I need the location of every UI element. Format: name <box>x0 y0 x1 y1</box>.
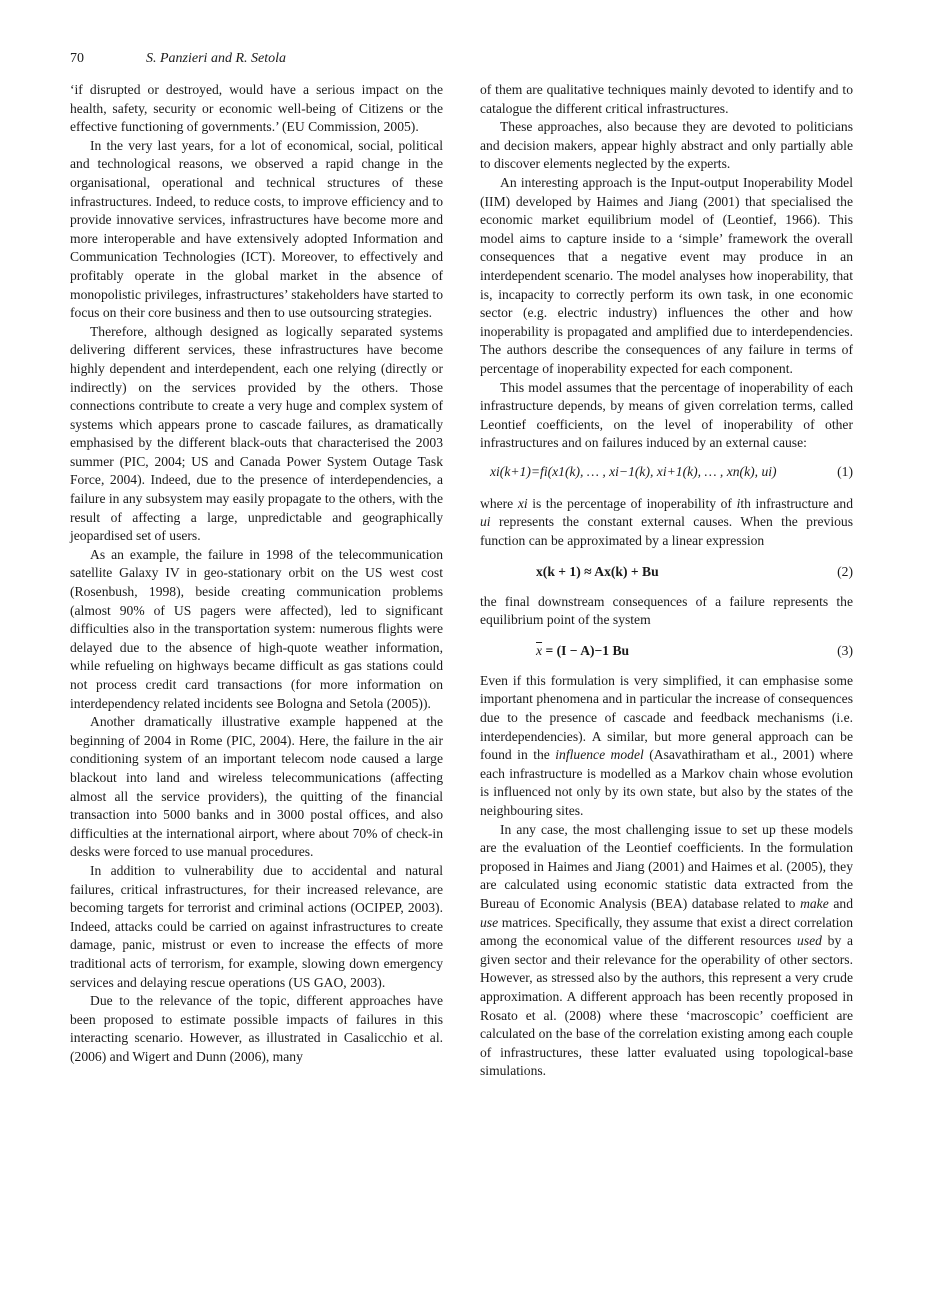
equation-3-number: (3) <box>837 642 853 658</box>
paragraph: This model assumes that the percentage of inoperability of each infrastructure depends, by means of given correlation terms, called Leontief coefficients, on the level of inoperability of other infrastructures and on failures induced by an external cause: <box>480 379 853 451</box>
paragraph: An interesting approach is the Input-output Inoperability Model (IIM) developed by Haimes and Jiang (2001) that specialised the economic market equilibrium model of (Leontief, 1966). This model aims to capture inside to a ‘simple’ framework the overall consequences that a negative event may produce in an interdependent scenario. The model analyses how inoperability, that is, incapacity to correctly perform its own task, in one economic sector (e.g. electric industry) influences the other and how inoperability is propagated and amplified due to interdependencies. The authors describe the consequences of any failure in terms of percentage of inoperability expected for each component. <box>480 174 853 376</box>
equation-1 <box>480 461 853 483</box>
paragraph: where xi is the percentage of inoperability of ith infrastructure and ui represents the constant external causes. When the previous function can be approximated by a linear expression <box>480 495 854 549</box>
equation-2-number: (2) <box>837 563 853 579</box>
equation-2 <box>480 561 853 583</box>
paragraph: As an example, the failure in 1998 of the telecommunication satellite Galaxy IV in geo-stationary orbit on the US west cost (Rosenbush, 1998), beside creating communication problems (almost 90% of US pagers were affected), led to significant difficulties also in the transportation system: numerous flights were delayed due to the absence of high-quote weather information, while refueling on highways became difficult as gas stations could not process credit card transactions (for more information on interdependency related incidents see Bologna and Setola (2005)). <box>70 546 443 711</box>
equation-3-body: $\overline{x} = (I - A)-1$ Bu <box>536 642 630 658</box>
paragraph: In the very last years, for a lot of economical, social, political and technological reasons, we observed a rapid change in the organisational, operational and technical structures of these infrastructures. Indeed, to reduce costs, to improve efficiency and to provide innovative services, infrastructures have become more and more interoperable and have extensively adopted Information and Communication Technologies (ICT). Moreover, to effectively and profitably operate in the global market in the absence of monopolistic privileges, infrastructures’ stakeholders have started to focus on their core business and then to use outsourcing strategies. <box>70 137 443 321</box>
paragraph: In any case, the most challenging issue to set up these models are the evaluation of the Leontief coefficients. In the formulation proposed in Haimes and Jiang (2001) and Haimes et al. (2005), they are calculated using economic statistic data extracted from the Bureau of Economic Analysis (BEA) database related to make and use matrices. Specifically, they assume that exist a direct correlation among the economical value of the different resources used by a given sector and their relevance for the operability of other sectors. However, as stressed also by the authors, this represent a very crude approximation. A different approach has been recently proposed in Rosato et al. (2008) where these ‘macroscopic’ coefficient are calculated on the base of the correlation existing among each couple of infrastructures, these latter evaluated using topological-base simulations. <box>480 821 853 1079</box>
right-column <box>480 81 853 1081</box>
left-column <box>70 81 443 1066</box>
paragraph: of them are qualitative techniques mainly devoted to identify and to catalogue the different critical infrastructures. <box>480 82 853 116</box>
equation-1-body: xi(k+1)=fi(x1(k), … , xi−1(k), xi+1(k), … , xn(k), ui) <box>490 463 777 479</box>
equation-1-number: (1) <box>837 463 853 479</box>
equation-3 <box>480 640 853 662</box>
paragraph: ‘if disrupted or destroyed, would have a serious impact on the health, safety, security or economic well-being of Citizens or the effective functioning of governments.’ (EU Commission, 2005). <box>70 82 443 135</box>
paragraph: the final downstream consequences of a failure represents the equilibrium point of the system <box>480 593 853 628</box>
paragraph: Another dramatically illustrative example happened at the beginning of 2004 in Rome (PIC, 2004). Here, the failure in the air conditioning system of an important telecom node caused a large blackout into land and wireless telecommunications (affecting almost all the service providers), the quitting of the financial transaction into 5000 banks and in 3000 postal offices, and also difficulties at the international airport, where about 70% of check-in desks were forced to use manual procedures. <box>70 714 443 860</box>
equation-2-body: x(k + 1) ≈ Ax(k) + Bu <box>536 563 659 579</box>
page-header <box>70 49 856 71</box>
paragraph: Therefore, although designed as logically separated systems delivering different services, these infrastructures have become highly dependent and interdependent, each one relying (directly or indirectly) on the services provided by the others. Those connections contribute to create a very huge and complex system of systems which appears prone to cascade failures, as dramatically emphasised by the different black-outs that characterised the 2003 summer (PIC, 2004; US and Canada Power System Outage Task Force, 2004). Indeed, due to the presence of interdependencies, a failure in any subsystem may easily propagate to the others, with the result of affecting a large, unpredictable and geographically jeopardised set of users. <box>70 323 443 544</box>
page-number: 70 <box>70 51 84 66</box>
paragraph: These approaches, also because they are devoted to politicians and decision makers, appear highly abstract and only partially able to discover elements neglected by the experts. <box>480 119 853 172</box>
running-head-authors: S. Panzieri and R. Setola <box>146 51 286 66</box>
paragraph: In addition to vulnerability due to accidental and natural failures, critical infrastructures, for their increased relevance, are becoming targets for terrorist and criminal actions (OCIPEP, 2003). Indeed, attacks could be carried on against infrastructures to create damage, panic, mistrust or even to increase the effects of more traditional acts of terrorism, for example, slowing down emergency services and delaying rescue operations (US GAO, 2003). <box>70 862 443 990</box>
paragraph: Due to the relevance of the topic, different approaches have been proposed to estimate possible impacts of failures in this interacting scenario. However, as illustrated in Casalicchio et al. (2006) and Wigert and Dunn (2006), many <box>70 993 443 1064</box>
paragraph: Even if this formulation is very simplified, it can emphasise some important phenomena and in particular the increase of consequences due to the presence of cascade and feedback mechanisms (i.e. interdependencies). A similar, but more general approach can be found in the influence model (Asavathiratham et al., 2001) where each infrastructure is modelled as a Markov chain whose evolution is influenced not only by its own state, but also by the states of the neighbouring sites. <box>480 672 854 818</box>
